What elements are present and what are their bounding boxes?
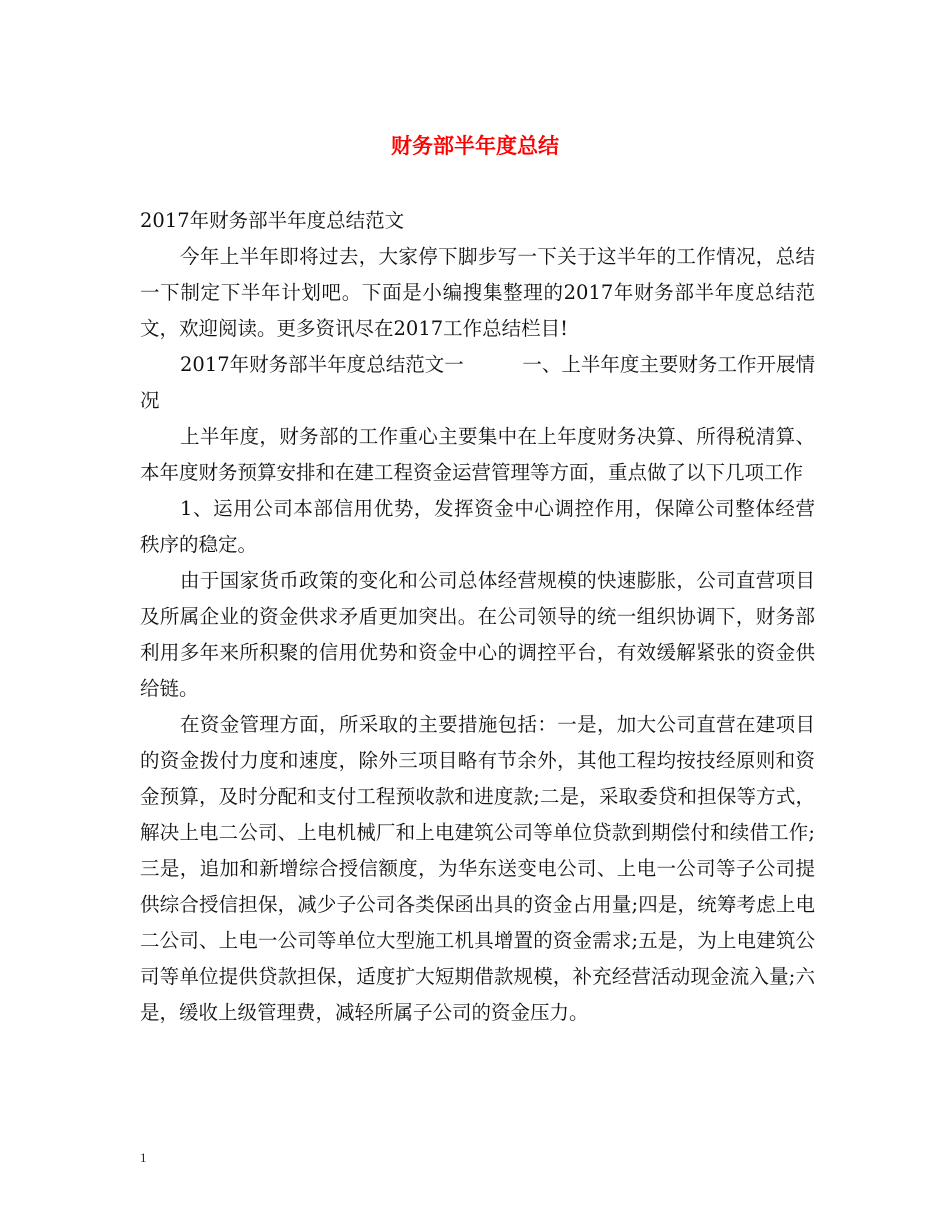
paragraph-overview: 上半年度，财务部的工作重心主要集中在上年度财务决算、所得税清算、本年度财务预算安排和在建工程资金运营管理等方面，重点做了以下几项工作 (140, 425, 815, 484)
paragraph-section-heading: 2017年财务部半年度总结范文一 一、上半年度主要财务工作开展情况 (140, 353, 815, 412)
document-body (140, 203, 815, 1031)
paragraph-intro: 今年上半年即将过去，大家停下脚步写一下关于这半年的工作情况，总结一下制定下半年计划吧。下面是小编搜集整理的2017年财务部半年度总结范文，欢迎阅读。更多资讯尽在2017工作总结栏目! (140, 245, 815, 340)
document-title: 财务部半年度总结 (391, 133, 559, 158)
paragraph-item-1: 1、运用公司本部信用优势，发挥资金中心调控作用，保障公司整体经营秩序的稳定。 (140, 497, 815, 556)
paragraph-subtitle: 2017年财务部半年度总结范文 (140, 209, 405, 232)
page-number: 1 (140, 1150, 147, 1165)
paragraph-measures: 在资金管理方面，所采取的主要措施包括：一是，加大公司直营在建项目的资金拨付力度和速度，除外三项目略有节余外，其他工程均按技经原则和资金预算，及时分配和支付工程预收款和进度款;二是，采取委贷和担保等方式，解决上电二公司、上电机械厂和上电建筑公司等单位贷款到期偿付和续借工作;三是，追加和新增综合授信额度，为华东送变电公司、上电一公司等子公司提供综合授信担保，减少子公司各类保函出具的资金占用量;四是，统筹考虑上电二公司、上电一公司等单位大型施工机具增置的资金需求;五是，为上电建筑公司等单位提供贷款担保，适度扩大短期借款规模，补充经营活动现金流入量;六是，缓收上级管理费，减轻所属子公司的资金压力。 (140, 713, 815, 1024)
paragraph-background: 由于国家货币政策的变化和公司总体经营规模的快速膨胀，公司直营项目及所属企业的资金供求矛盾更加突出。在公司领导的统一组织协调下，财务部利用多年来所积聚的信用优势和资金中心的调控平台，有效缓解紧张的资金供给链。 (140, 569, 815, 700)
